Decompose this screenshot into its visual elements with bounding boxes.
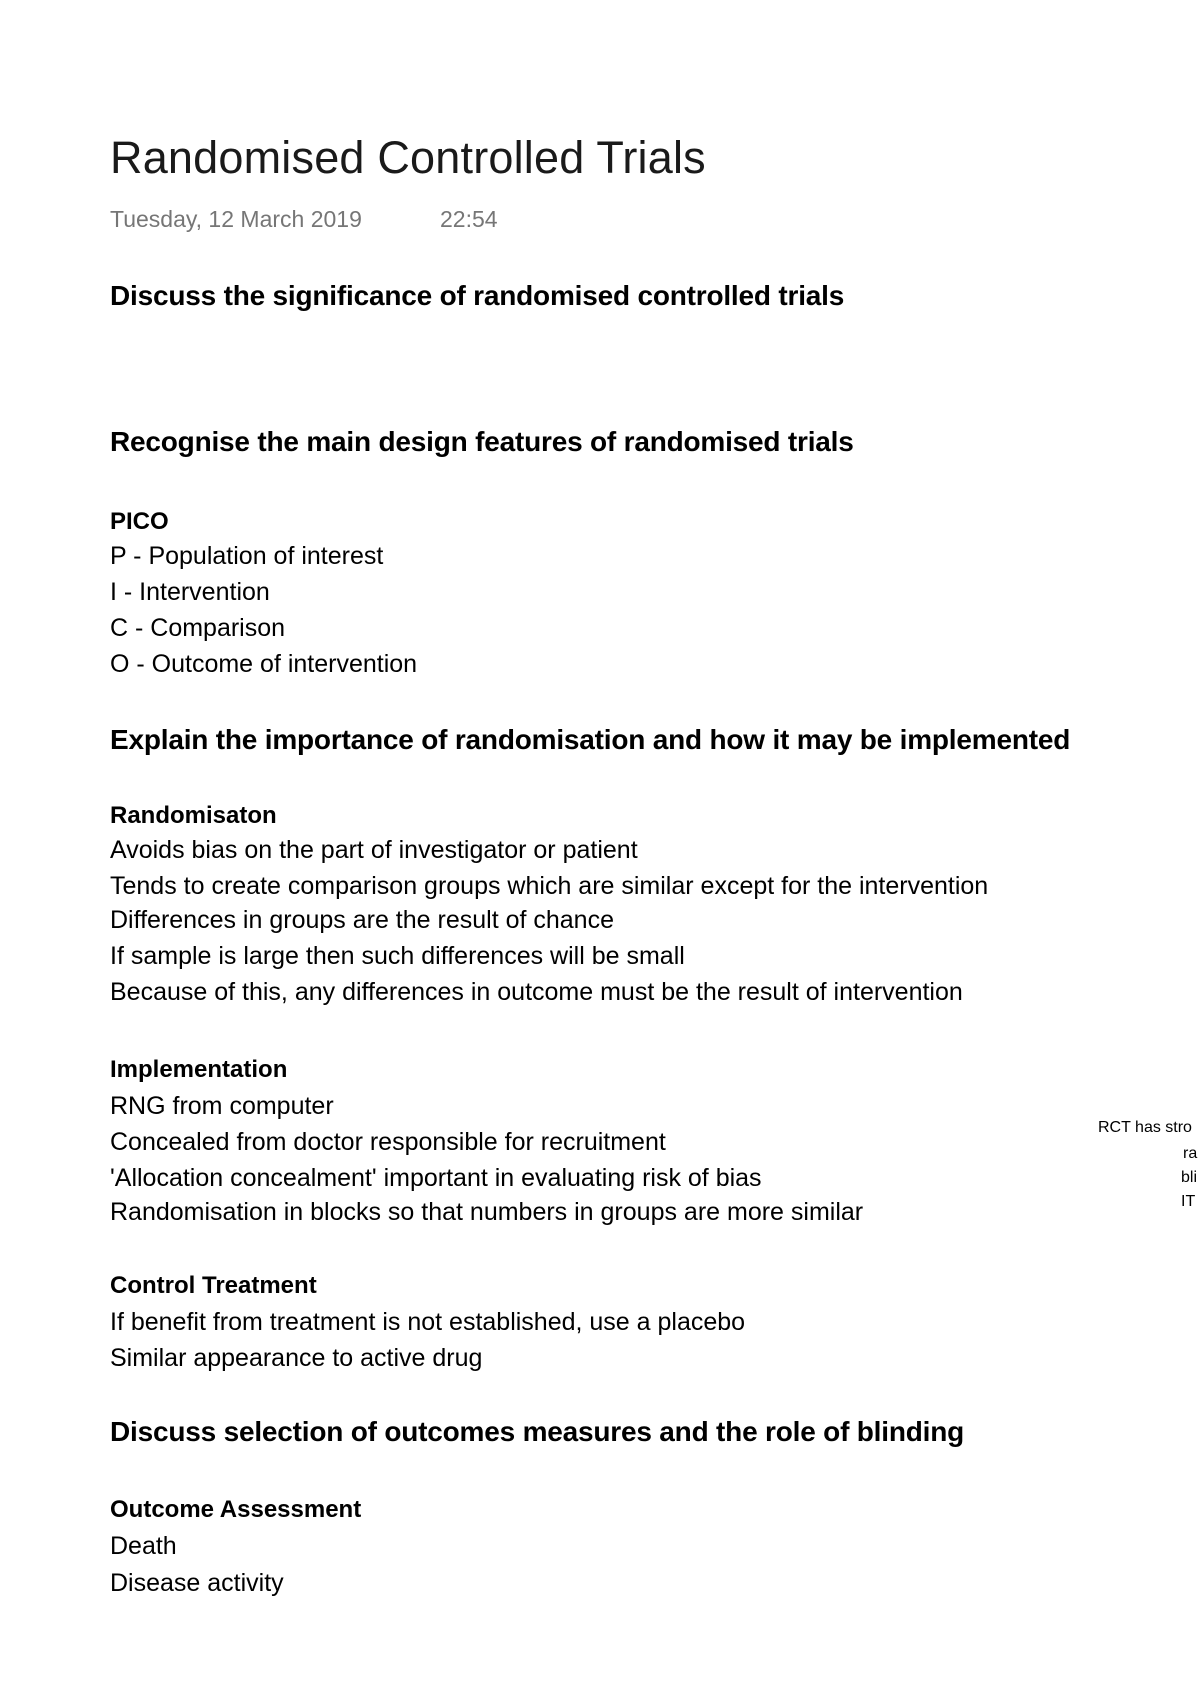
outcome-point-clipped: Disease activity: [110, 1569, 284, 1597]
page-date: Tuesday, 12 March 2019: [110, 206, 362, 232]
heading-significance: Discuss the significance of randomised controlled trials: [110, 280, 845, 311]
randomisation-point: Differences in groups are the result of chance: [110, 906, 614, 934]
randomisation-label: Randomisaton: [110, 802, 277, 829]
control-point: If benefit from treatment is not established, use a placebo: [110, 1308, 746, 1336]
implementation-point: 'Allocation concealment' important in evaluating risk of bias: [110, 1164, 762, 1192]
side-note-line: ra: [1183, 1145, 1198, 1162]
randomisation-point: If sample is large then such differences will be small: [110, 942, 685, 970]
pico-item: I - Intervention: [110, 578, 270, 606]
page-title: Randomised Controlled Trials: [110, 132, 706, 183]
control-point: Similar appearance to active drug: [110, 1344, 483, 1372]
pico-item: O - Outcome of intervention: [110, 650, 418, 678]
implementation-label: Implementation: [110, 1056, 288, 1083]
side-note-line: bli: [1181, 1169, 1198, 1186]
randomisation-point: Tends to create comparison groups which are similar except for the intervention: [110, 872, 989, 900]
implementation-point: RNG from computer: [110, 1092, 334, 1120]
control-label: Control Treatment: [110, 1272, 317, 1299]
heading-randomisation: Explain the importance of randomisation and how it may be implemented: [110, 724, 1071, 755]
outcome-point: Death: [110, 1532, 177, 1560]
side-note-line: IT: [1181, 1193, 1196, 1210]
randomisation-point: Because of this, any differences in outcome must be the result of intervention: [110, 978, 963, 1006]
pico-label: PICO: [110, 508, 169, 535]
pico-item: C - Comparison: [110, 614, 286, 642]
pico-item: P - Population of interest: [110, 542, 384, 570]
heading-outcomes: Discuss selection of outcomes measures and the role of blinding: [110, 1416, 965, 1447]
outcome-label: Outcome Assessment: [110, 1496, 362, 1523]
side-note-line: RCT has stro: [1098, 1119, 1192, 1136]
randomisation-point: Avoids bias on the part of investigator or patient: [110, 836, 638, 864]
page-time: 22:54: [440, 206, 498, 232]
implementation-point: Randomisation in blocks so that numbers in groups are more similar: [110, 1198, 864, 1226]
implementation-point: Concealed from doctor responsible for recruitment: [110, 1128, 666, 1156]
heading-design-features: Recognise the main design features of randomised trials: [110, 426, 854, 457]
